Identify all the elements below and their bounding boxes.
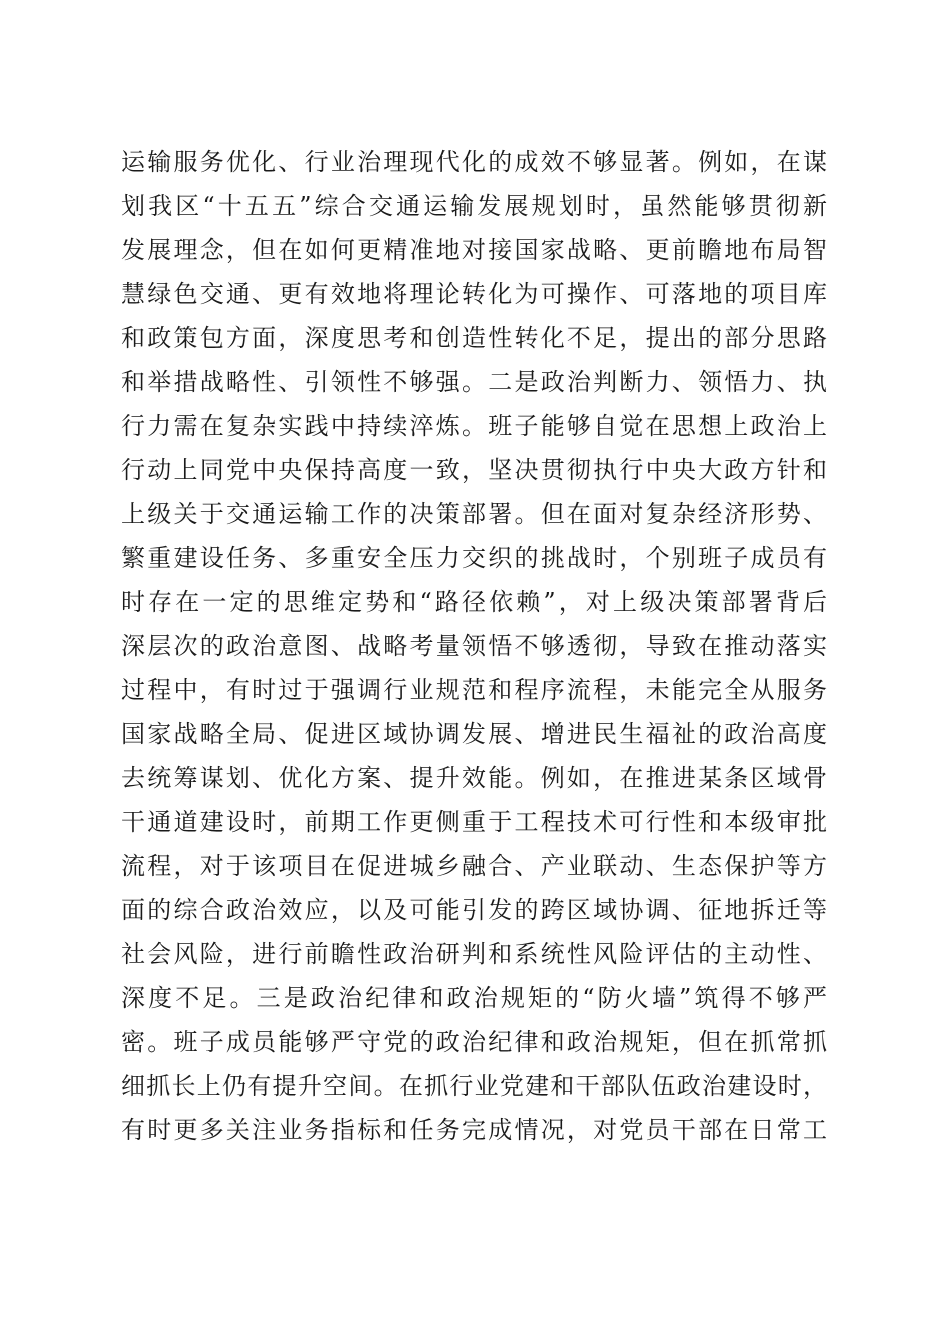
- text-line: 行动上同党中央保持高度一致，坚决贯彻执行中央大政方针和: [121, 456, 827, 484]
- text-line: 细抓长上仍有提升空间。在抓行业党建和干部队伍政治建设时，: [121, 1072, 827, 1100]
- body-paragraph: [121, 140, 827, 1152]
- text-line: 慧绿色交通、更有效地将理论转化为可操作、可落地的项目库: [121, 280, 827, 308]
- text-line: 深层次的政治意图、战略考量领悟不够透彻，导致在推动落实: [121, 632, 827, 660]
- text-line: 深度不足。三是政治纪律和政治规矩的“防火墙”筑得不够严: [121, 984, 827, 1012]
- text-line: 和举措战略性、引领性不够强。二是政治判断力、领悟力、执: [121, 368, 827, 396]
- text-line: 上级关于交通运输工作的决策部署。但在面对复杂经济形势、: [121, 500, 827, 528]
- text-line: 发展理念，但在如何更精准地对接国家战略、更前瞻地布局智: [121, 236, 827, 264]
- text-line: 流程，对于该项目在促进城乡融合、产业联动、生态保护等方: [121, 852, 827, 880]
- text-line: 划我区“十五五”综合交通运输发展规划时，虽然能够贯彻新: [121, 192, 827, 220]
- text-line: 干通道建设时，前期工作更侧重于工程技术可行性和本级审批: [121, 808, 827, 836]
- text-line: 面的综合政治效应，以及可能引发的跨区域协调、征地拆迁等: [121, 896, 827, 924]
- text-line: 密。班子成员能够严守党的政治纪律和政治规矩，但在抓常抓: [121, 1028, 827, 1056]
- text-line: 去统筹谋划、优化方案、提升效能。例如，在推进某条区域骨: [121, 764, 827, 792]
- text-line: 过程中，有时过于强调行业规范和程序流程，未能完全从服务: [121, 676, 827, 704]
- text-line: 运输服务优化、行业治理现代化的成效不够显著。例如，在谋: [121, 148, 827, 176]
- text-line: 繁重建设任务、多重安全压力交织的挑战时，个别班子成员有: [121, 544, 827, 572]
- text-line: 有时更多关注业务指标和任务完成情况，对党员干部在日常工: [121, 1116, 827, 1144]
- text-line: 国家战略全局、促进区域协调发展、增进民生福祉的政治高度: [121, 720, 827, 748]
- text-line: 行力需在复杂实践中持续淬炼。班子能够自觉在思想上政治上: [121, 412, 827, 440]
- text-line: 社会风险，进行前瞻性政治研判和系统性风险评估的主动性、: [121, 940, 827, 968]
- text-line: 和政策包方面，深度思考和创造性转化不足，提出的部分思路: [121, 324, 827, 352]
- text-line: 时存在一定的思维定势和“路径依赖”，对上级决策部署背后: [121, 588, 827, 616]
